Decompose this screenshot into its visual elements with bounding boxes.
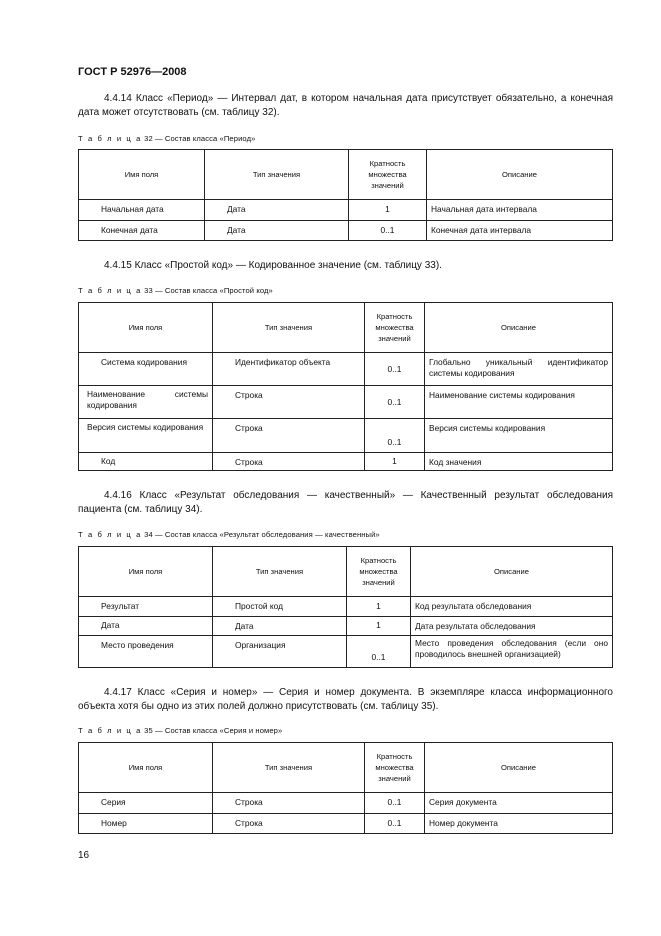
table-row: Номер Строка 0..1 Номер документа — [79, 813, 613, 834]
paragraph-4-4-14: 4.4.14 Класс «Период» — Интервал дат, в котором начальная дата присутствует обязательно, а конечная дата может отсутствовать (см. таблицу 32). — [78, 93, 613, 118]
table-row: Код Строка 1 Код значения — [79, 453, 613, 471]
paragraph-4-4-15: 4.4.15 Класс «Простой код» — Кодированное значение (см. таблицу 33). — [104, 260, 442, 271]
table-35: Имя поля Тип значения Кратность множества значений Описание Серия Строка 0..1 Серия документа Номер Строка 0..1 Номер документа — [78, 742, 613, 834]
table-33-caption: Т а б л и ц а 33 — Состав класса «Простой код» — [78, 286, 273, 295]
page-number: 16 — [78, 850, 90, 861]
table-row: Дата Дата 1 Дата результата обследования — [79, 616, 613, 636]
col-header-desc: Описание — [427, 150, 613, 200]
table-35-caption: Т а б л и ц а 35 — Состав класса «Серия и номер» — [78, 726, 283, 735]
table-32-caption: Т а б л и ц а 32 — Состав класса «Период» — [78, 134, 256, 143]
col-header-name: Имя поля — [79, 150, 205, 200]
paragraph-4-4-17: 4.4.17 Класс «Серия и номер» — Серия и номер документа. В экземпляре класса информационного объекта хотя бы одно из этих полей должно присутствовать (см. таблицу 35). — [78, 687, 613, 712]
paragraph-4-4-16: 4.4.16 Класс «Результат обследования — качественный» — Качественный результат обследования пациента (см. таблицу 34). — [78, 490, 613, 515]
table-34: Имя поля Тип значения Кратность множества значений Описание Результат Простой код 1 Код результата обследования Дата Дата 1 Дата результата обследования Место проведения Организация 0..1 Место проведения обследования (если оно проводилось внешней организацией) — [78, 546, 613, 668]
document-header: ГОСТ Р 52976—2008 — [78, 66, 187, 78]
table-32 — [78, 149, 613, 241]
table-row: Результат Простой код 1 Код результата обследования — [79, 597, 613, 617]
table-row: Серия Строка 0..1 Серия документа — [79, 793, 613, 814]
table-row: Система кодирования Идентификатор объекта 0..1 Глобально уникальный идентификатор системы кодирования — [79, 353, 613, 386]
table-row: Конечная дата Дата 0..1 Конечная дата интервала — [79, 220, 613, 241]
table-33: Имя поля Тип значения Кратность множества значений Описание Система кодирования Идентификатор объекта 0..1 Глобально уникальный идентификатор системы кодирования Наименование системы кодирования Строка 0..1 Наименование системы кодирования Версия системы кодирования Строка 0..1 Версия системы кодирования Код Строка 1 Код значения — [78, 302, 613, 471]
table-row: Версия системы кодирования Строка 0..1 Версия системы кодирования — [79, 419, 613, 453]
table-row: Начальная дата Дата 1 Начальная дата интервала — [79, 200, 613, 221]
table-row: Наименование системы кодирования Строка 0..1 Наименование системы кодирования — [79, 386, 613, 419]
col-header-type: Тип значения — [205, 150, 349, 200]
table-row: Место проведения Организация 0..1 Место проведения обследования (если оно проводилось внешней организацией) — [79, 636, 613, 668]
table-34-caption: Т а б л и ц а 34 — Состав класса «Результат обследования — качественный» — [78, 530, 380, 539]
col-header-mult: Кратность множества значений — [349, 150, 427, 200]
